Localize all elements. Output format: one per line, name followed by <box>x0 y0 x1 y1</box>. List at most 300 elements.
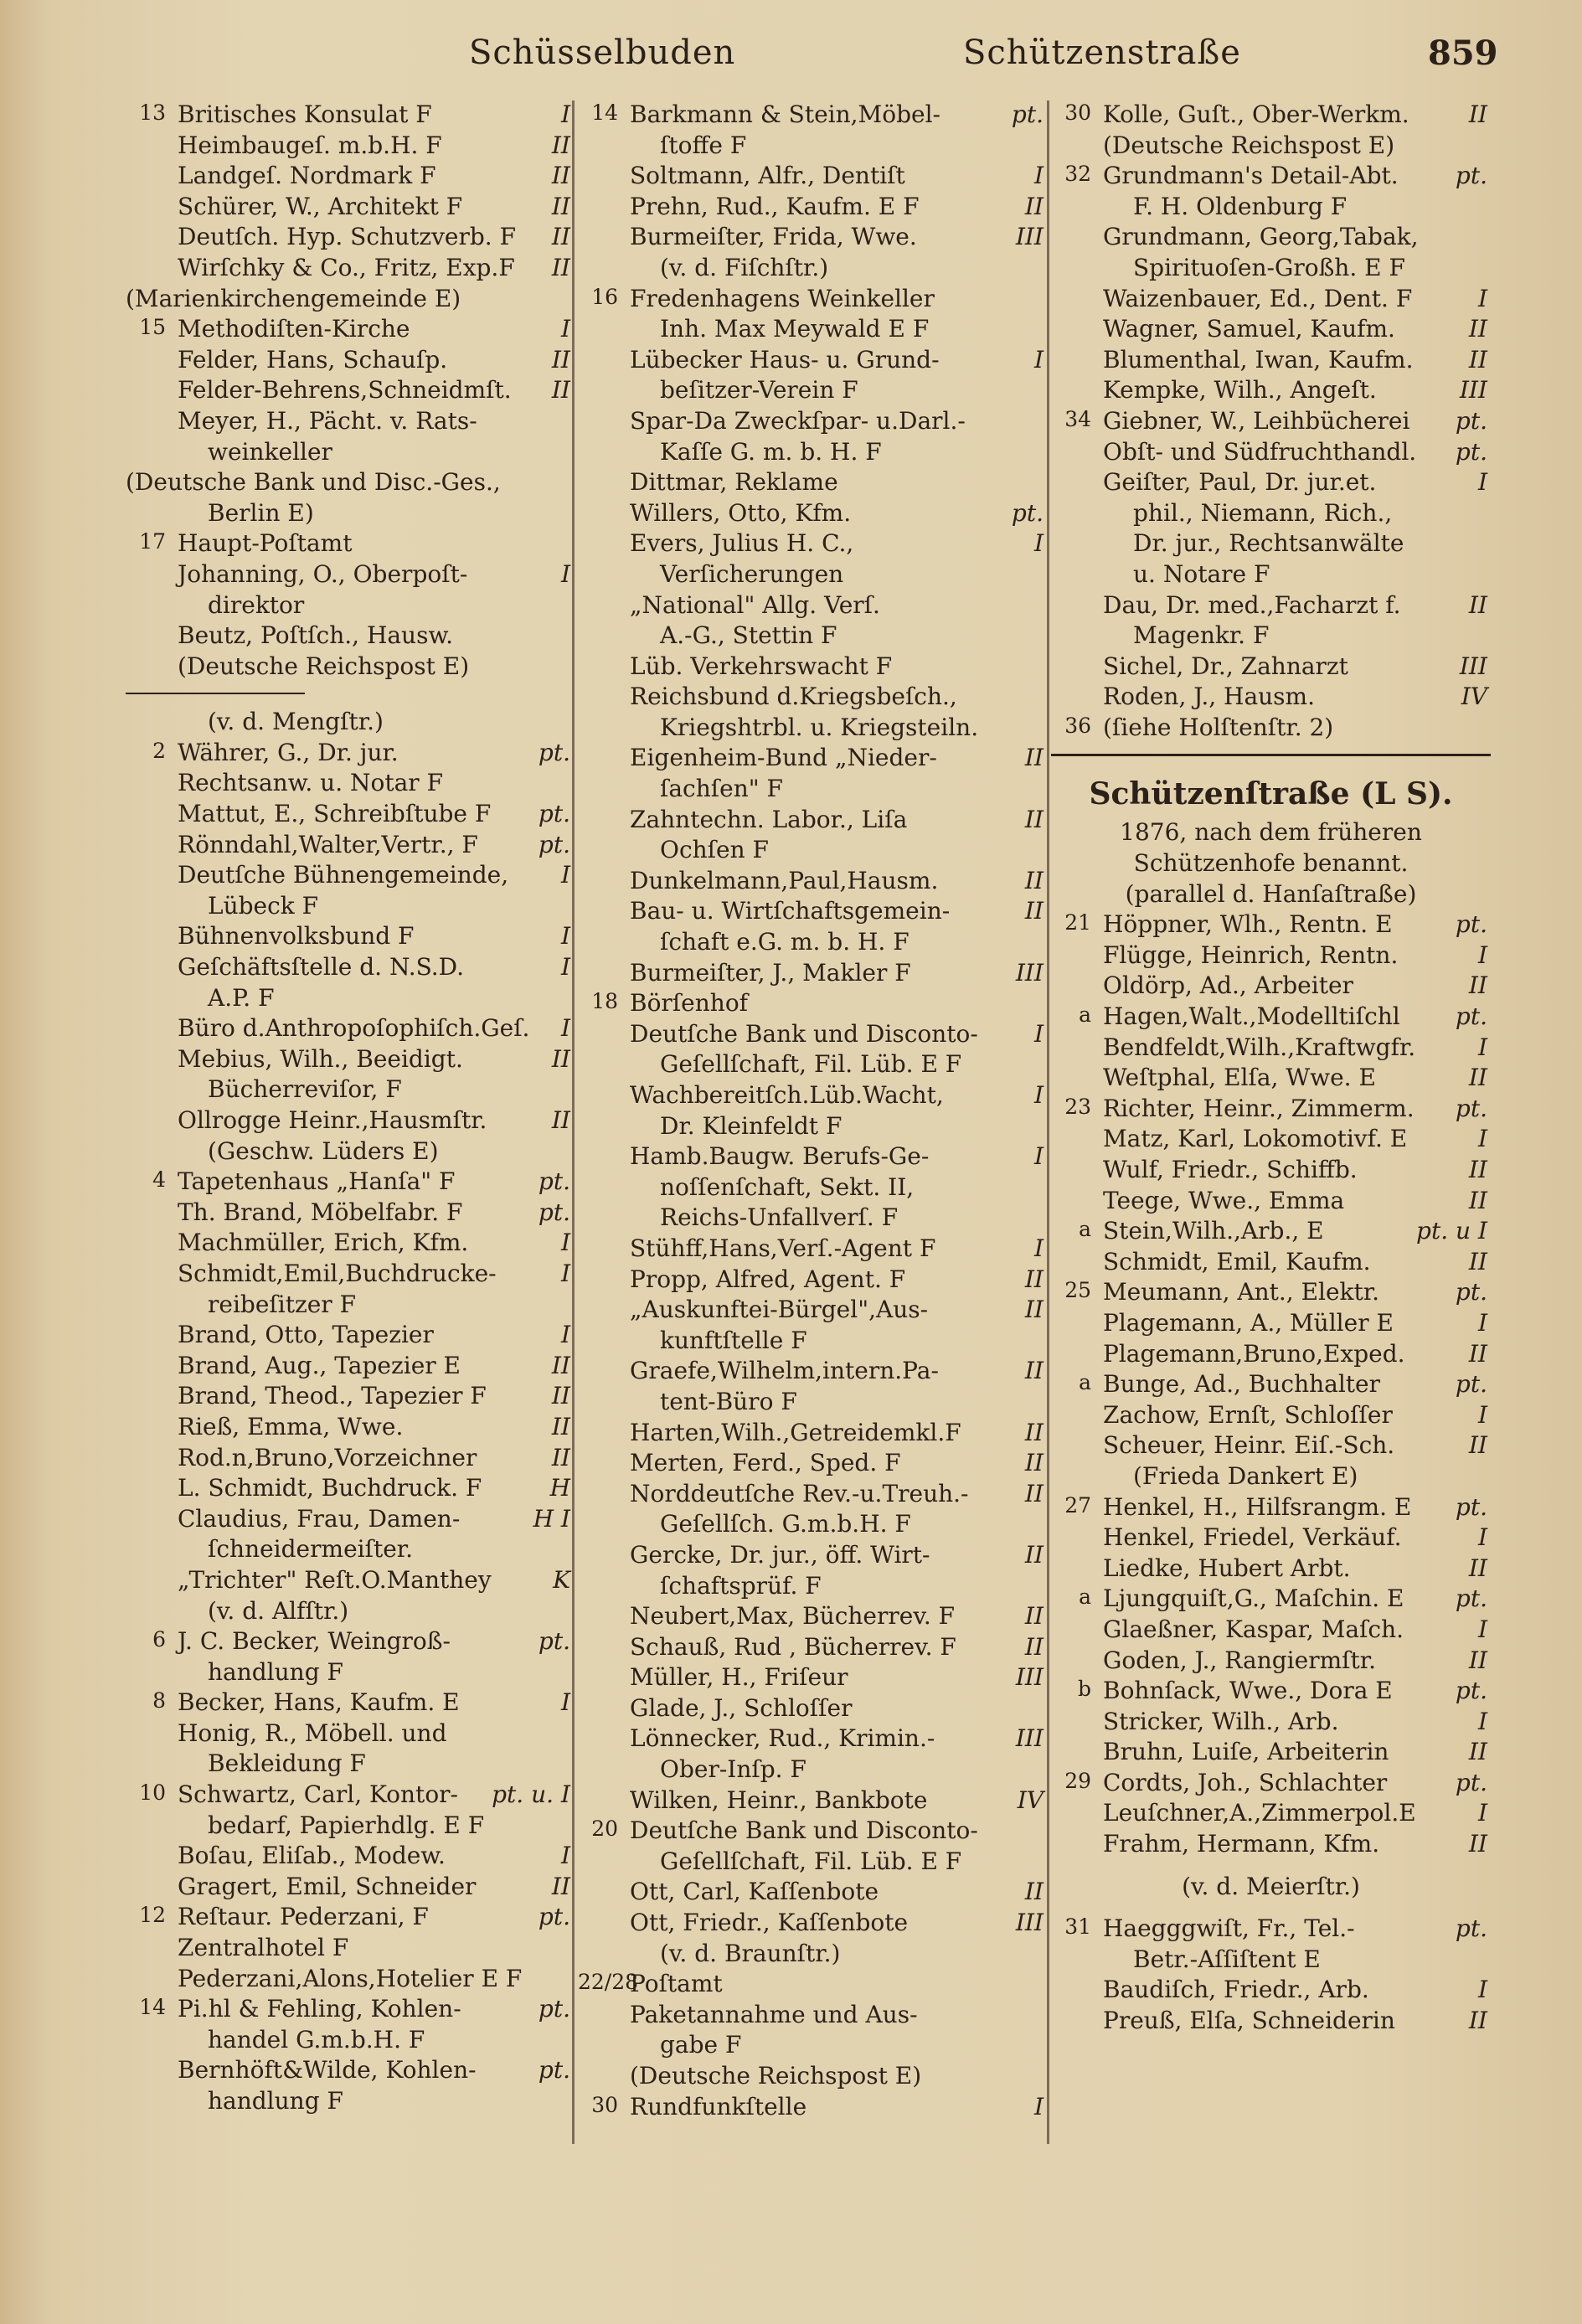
entry-text: Brand, Theod., Tapezier F <box>178 1382 487 1410</box>
section-intro-line: (parallel d. Hanſaſtraße) <box>1125 879 1417 908</box>
entry-text: Inh. Max Meywald E F <box>660 315 930 343</box>
directory-entry <box>1051 683 1491 714</box>
entry-text: phil., Niemann, Rich., <box>1133 498 1393 527</box>
entry-text: Stein,Wilh.,Arb., E <box>1103 1217 1324 1245</box>
floor-marker: pt. <box>1455 1492 1487 1521</box>
floor-marker: II <box>1024 1540 1044 1569</box>
entry-text: Reichs-Unfallverſ. F <box>660 1203 899 1232</box>
directory-entry <box>126 254 574 285</box>
directory-entry <box>126 376 574 407</box>
entry-text: „Trichter" Reſt.O.Manthey <box>178 1565 492 1594</box>
directory-entry <box>578 1020 1047 1051</box>
directory-entry <box>1051 1945 1491 1976</box>
directory-entry <box>1051 971 1491 1002</box>
entry-text: Ljungquiſt,G., Maſchin. E <box>1103 1585 1404 1613</box>
directory-entry <box>126 800 574 831</box>
entry-text: Methodiſten-Kirche <box>178 315 410 343</box>
entry-text: Lönnecker, Rud., Krimin.- <box>630 1724 935 1753</box>
directory-entry <box>578 254 1047 285</box>
entry-text: (Frieda Dankert E) <box>1133 1461 1358 1490</box>
entry-text: Wilken, Heinr., Bankbote <box>630 1786 928 1814</box>
entry-text: Bernhöft&Wilde, Kohlen- <box>178 2056 477 2084</box>
floor-marker: I <box>1033 529 1044 558</box>
entry-text: Geſellſch. G.m.b.H. F <box>660 1510 911 1538</box>
directory-entry <box>578 162 1047 193</box>
directory-entry <box>578 1816 1047 1847</box>
floor-marker: IV <box>1017 1786 1044 1814</box>
entry-text: noſſenſchaft, Sekt. II, <box>660 1172 915 1201</box>
entry-text: Deutſche Bühnengemeinde, <box>178 861 509 889</box>
floor-marker: I <box>1477 1523 1487 1552</box>
floor-marker: I <box>560 861 570 889</box>
floor-marker: pt. <box>1455 910 1487 939</box>
house-number: 10 <box>139 1780 166 1806</box>
entry-text: Oldörp, Ad., Arbeiter <box>1103 971 1353 1000</box>
floor-marker: II <box>551 253 570 281</box>
directory-entry <box>126 1780 574 1811</box>
entry-text: Henkel, Friedel, Verkäuf. <box>1103 1523 1402 1552</box>
column-2 <box>578 100 1047 2123</box>
entry-text: Eigenheim-Bund „Nieder- <box>630 744 937 772</box>
floor-marker: II <box>1468 1186 1487 1214</box>
directory-entry <box>1051 1708 1491 1739</box>
entry-text: Kolle, Guſt., Ober-Werkm. <box>1103 100 1409 128</box>
entry-text: Gercke, Dr. jur., öff. Wirt- <box>630 1540 930 1569</box>
house-number: 25 <box>1064 1278 1091 1303</box>
floor-marker: pt. <box>538 830 570 858</box>
floor-marker: I <box>1477 1033 1487 1061</box>
directory-entry <box>126 1965 574 1996</box>
entry-text: Geſchäftsſtelle d. N.S.D. <box>178 953 465 982</box>
directory-entry <box>126 1045 574 1076</box>
directory-entry <box>578 438 1047 469</box>
directory-entry <box>578 285 1047 316</box>
directory-entry <box>578 1449 1047 1480</box>
directory-entry <box>1051 376 1491 407</box>
directory-entry <box>1051 346 1491 377</box>
directory-entry <box>1051 1156 1491 1187</box>
directory-entry <box>126 1934 574 1965</box>
entry-text: weinkeller <box>208 437 332 466</box>
directory-entry <box>1051 193 1491 224</box>
directory-entry <box>1051 1554 1491 1585</box>
entry-text: Plagemann,Bruno,Exped. <box>1103 1339 1405 1368</box>
directory-entry <box>1051 621 1491 652</box>
entry-text: Wagner, Samuel, Kaufm. <box>1103 315 1395 343</box>
entry-text: Evers, Julius H. C., <box>630 529 854 558</box>
entry-text: ſchneidermeiſter. <box>208 1535 413 1564</box>
directory-entry <box>1051 1615 1491 1646</box>
entry-text: Graefe,Wilhelm,intern.Pa- <box>630 1357 939 1385</box>
directory-entry <box>1051 1830 1491 1861</box>
directory-entry <box>578 1724 1047 1755</box>
entry-text: handel G.m.b.H. F <box>208 2025 425 2053</box>
floor-marker: II <box>551 1382 570 1410</box>
floor-marker: pt. <box>1455 1585 1487 1613</box>
directory-entry <box>578 468 1047 499</box>
directory-entry <box>126 1137 574 1168</box>
directory-entry <box>578 529 1047 560</box>
floor-marker: IV <box>1461 683 1487 711</box>
directory-entry <box>578 1327 1047 1358</box>
floor-marker: K <box>553 1565 570 1594</box>
directory-entry <box>578 989 1047 1020</box>
directory-entry <box>126 769 574 800</box>
directory-entry <box>578 1755 1047 1786</box>
entry-text: Bunge, Ad., Buchhalter <box>1103 1370 1380 1399</box>
house-number: 8 <box>152 1688 166 1713</box>
entry-text: Weſtphal, Elſa, Wwe. E <box>1103 1064 1376 1092</box>
spacer <box>1051 1903 1491 1914</box>
entry-text: Hamb.Baugw. Berufs-Ge- <box>630 1142 930 1171</box>
floor-marker: III <box>1459 652 1487 680</box>
column-1 <box>126 100 574 2118</box>
page-header <box>0 25 1582 84</box>
entry-text: J. C. Becker, Weingroß- <box>178 1627 451 1656</box>
directory-entry <box>1051 714 1491 745</box>
floor-marker: II <box>1468 971 1487 1000</box>
floor-marker: pt. <box>1011 100 1044 128</box>
floor-marker: pt. <box>1455 1002 1487 1031</box>
entry-text: bedarf, Papierhdlg. E F <box>208 1811 485 1839</box>
floor-marker: II <box>1468 1554 1487 1582</box>
directory-entry <box>578 928 1047 959</box>
entry-text: Landgeſ. Nordmark F <box>178 162 436 190</box>
floor-marker: II <box>1468 2007 1487 2035</box>
entry-text: Willers, Otto, Kfm. <box>630 498 852 527</box>
directory-entry <box>578 591 1047 622</box>
directory-entry <box>1051 223 1491 254</box>
entry-text: Henkel, H., Hilfsrangm. E <box>1103 1492 1412 1521</box>
entry-text: Verſicherungen <box>660 559 844 588</box>
directory-entry <box>126 1658 574 1689</box>
entry-text: (Geschw. Lüders E) <box>208 1136 439 1165</box>
directory-entry <box>578 1203 1047 1234</box>
directory-entry <box>578 1419 1047 1450</box>
directory-entry <box>578 1847 1047 1878</box>
directory-entry <box>578 1878 1047 1909</box>
house-number: 36 <box>1064 713 1091 738</box>
directory-entry <box>1051 910 1491 941</box>
floor-marker: II <box>1468 1339 1487 1368</box>
entry-text: Rieß, Emma, Wwe. <box>178 1412 404 1440</box>
directory-entry <box>126 1811 574 1842</box>
entry-text: Cordts, Joh., Schlachter <box>1103 1768 1388 1796</box>
entry-text: Bau- u. Wirtſchaftsgemein- <box>630 897 951 925</box>
directory-entry <box>1051 315 1491 346</box>
directory-entry <box>1051 1677 1491 1708</box>
entry-text: Leuſchner,A.,Zimmerpol.E <box>1103 1799 1416 1827</box>
floor-marker: II <box>1024 1449 1044 1477</box>
entry-text: Pi.hl & Fehling, Kohlen- <box>178 1995 461 2023</box>
column-rule <box>1047 100 1049 2144</box>
directory-entry <box>126 560 574 591</box>
directory-entry <box>578 959 1047 990</box>
floor-marker: pt. <box>538 2056 570 2084</box>
directory-entry <box>1051 2007 1491 2038</box>
directory-entry <box>1051 1976 1491 2007</box>
directory-entry <box>1051 438 1491 469</box>
floor-marker: II <box>1024 805 1044 833</box>
directory-entry <box>1051 1799 1491 1830</box>
directory-entry <box>126 1873 574 1904</box>
header-street-right: Schützenstraße <box>963 33 1241 72</box>
entry-text: direktor <box>208 590 305 619</box>
house-number: 34 <box>1064 406 1091 431</box>
directory-entry <box>1051 100 1491 131</box>
entry-text: A.P. F <box>208 983 275 1012</box>
entry-text: Beutz, Poſtſch., Hausw. <box>178 621 453 650</box>
floor-marker: I <box>560 922 570 951</box>
floor-marker: pt. <box>538 1627 570 1656</box>
floor-marker: II <box>551 1872 570 1900</box>
entry-text: Wulf, Friedr., Schiffb. <box>1103 1156 1358 1183</box>
entry-text: Zachow, Ernſt, Schloſſer <box>1103 1400 1393 1429</box>
floor-marker: II <box>1024 1878 1044 1906</box>
entry-text: Geiſter, Paul, Dr. jur.et. <box>1103 468 1377 497</box>
floor-marker: I <box>1033 1142 1044 1171</box>
floor-marker: pt. <box>538 800 570 828</box>
entry-text: Dau, Dr. med.,Facharzt f. <box>1103 590 1401 619</box>
entry-text: reibeſitzer F <box>208 1290 357 1318</box>
house-number: a <box>1079 1217 1091 1242</box>
directory-entry <box>578 1296 1047 1327</box>
directory-entry <box>578 806 1047 837</box>
house-number: 14 <box>139 1995 166 2020</box>
floor-marker: II <box>1024 1296 1044 1324</box>
directory-entry <box>578 2001 1047 2032</box>
spacer <box>1051 1861 1491 1873</box>
entry-text: Bühnenvolksbund F <box>178 922 415 951</box>
entry-text: Schmidt,Emil,Buchdrucke- <box>178 1259 497 1287</box>
floor-marker: I <box>1477 468 1487 497</box>
directory-entry <box>1051 652 1491 683</box>
floor-marker: I <box>560 559 570 588</box>
directory-entry <box>578 131 1047 162</box>
entry-text: Gragert, Emil, Schneider <box>178 1872 477 1900</box>
floor-marker: pt. u. I <box>492 1780 570 1809</box>
entry-text: Brand, Aug., Tapezier E <box>178 1351 461 1379</box>
floor-marker: III <box>1015 958 1044 987</box>
directory-entry <box>578 1265 1047 1296</box>
entry-text: kunftſtelle F <box>660 1326 807 1354</box>
entry-text: (v. d. Alfſtr.) <box>208 1596 349 1625</box>
directory-entry <box>126 1321 574 1352</box>
entry-text: Stühff,Hans,Verſ.-Agent F <box>630 1234 936 1262</box>
entry-text: Bekleidung F <box>208 1749 366 1778</box>
entry-text: Becker, Hans, Kaufm. E <box>178 1688 460 1717</box>
entry-text: Haegggwiſt, Fr., Tel.- <box>1103 1914 1355 1943</box>
entry-text: (v. d. Mengſtr.) <box>208 708 384 736</box>
directory-entry <box>126 1505 574 1536</box>
entry-text: Betr.-Aſſiſtent E <box>1133 1945 1321 1973</box>
directory-entry <box>126 468 574 499</box>
floor-marker: pt. u I <box>1416 1217 1487 1245</box>
entry-text: Scheuer, Heinr. Eiſ.-Sch. <box>1103 1431 1395 1460</box>
floor-marker: pt. <box>1455 162 1487 190</box>
directory-entry <box>126 922 574 953</box>
directory-entry <box>126 1719 574 1750</box>
floor-marker: II <box>1024 1632 1044 1661</box>
directory-entry <box>1051 285 1491 316</box>
entry-text: Burmeiſter, Frida, Wwe. <box>630 223 917 251</box>
house-number: 21 <box>1064 910 1091 935</box>
entry-text: Mattut, E., Schreibſtube F <box>178 800 492 828</box>
entry-text: Reichsbund d.Kriegsbeſch., <box>630 683 957 711</box>
floor-marker: I <box>1033 1081 1044 1109</box>
directory-entry <box>578 867 1047 898</box>
entry-text: Waizenbauer, Ed., Dent. F <box>1103 284 1413 312</box>
floor-marker: pt. <box>1455 1094 1487 1122</box>
floor-marker: II <box>1468 1431 1487 1460</box>
directory-entry <box>126 193 574 224</box>
directory-entry <box>578 1663 1047 1694</box>
entry-text: Heimbaugeſ. m.b.H. F <box>178 131 442 159</box>
directory-entry <box>1051 1217 1491 1248</box>
directory-entry <box>1051 499 1491 530</box>
entry-text: Lüb. Verkehrswacht F <box>630 652 893 680</box>
directory-entry <box>578 1112 1047 1143</box>
directory-entry <box>126 1444 574 1475</box>
section-intro-line: 1876, nach dem früheren <box>1120 818 1422 847</box>
entry-divider <box>126 693 305 694</box>
floor-marker: I <box>1477 1799 1487 1827</box>
column-3-entries <box>1051 100 1491 744</box>
entry-text: u. Notare F <box>1133 559 1270 588</box>
entry-text: Ober-Inſp. F <box>660 1755 806 1784</box>
directory-entry <box>1051 529 1491 560</box>
directory-entry <box>126 162 574 193</box>
directory-entry <box>126 499 574 530</box>
entry-text: Rundfunkſtelle <box>630 2092 807 2120</box>
entry-text: Poſtamt <box>630 1970 723 1998</box>
house-number: 20 <box>591 1816 618 1842</box>
entry-text: (Marienkirchengemeinde E) <box>126 284 461 312</box>
directory-entry <box>578 1050 1047 1081</box>
directory-entry <box>126 2026 574 2057</box>
directory-entry <box>126 1382 574 1413</box>
directory-entry <box>126 1167 574 1198</box>
directory-entry <box>126 1260 574 1291</box>
floor-marker: III <box>1015 1909 1044 1937</box>
entry-text: Stricker, Wilh., Arb. <box>1103 1707 1339 1735</box>
floor-marker: II <box>1024 897 1044 925</box>
floor-marker: pt. <box>1455 1768 1487 1796</box>
house-number: 13 <box>139 100 166 125</box>
floor-marker: II <box>1024 1602 1044 1631</box>
directory-entry <box>1051 560 1491 591</box>
entry-text: Schürer, W., Architekt F <box>178 192 463 220</box>
directory-entry <box>126 1842 574 1873</box>
floor-marker: II <box>1024 1418 1044 1446</box>
entry-text: Glade, J., Schloſſer <box>630 1693 853 1722</box>
entry-text: Ott, Carl, Kaſſenbote <box>630 1878 879 1906</box>
section-divider <box>1051 754 1491 756</box>
entry-text: Schwartz, Carl, Kontor- <box>178 1780 459 1809</box>
house-number: 12 <box>139 1903 166 1928</box>
directory-entry <box>126 1566 574 1597</box>
directory-entry <box>578 1388 1047 1419</box>
floor-marker: pt. <box>1455 1370 1487 1399</box>
floor-marker: II <box>551 131 570 159</box>
directory-entry <box>126 892 574 923</box>
house-number: 2 <box>152 738 166 763</box>
directory-entry <box>578 499 1047 530</box>
entry-text: Britisches Konsulat F <box>178 100 432 128</box>
entry-text: Büro d.Anthropoſophiſch.Geſ. <box>178 1014 530 1043</box>
directory-entry <box>126 1474 574 1505</box>
entry-text: (v. d. Braunſtr.) <box>660 1939 841 1967</box>
directory-entry <box>1051 1738 1491 1769</box>
entry-text: Höppner, Wlh., Rentn. E <box>1103 910 1393 939</box>
floor-marker: II <box>1468 1156 1487 1183</box>
directory-entry <box>578 714 1047 745</box>
entry-text: Bohnſack, Wwe., Dora E <box>1103 1677 1393 1705</box>
directory-entry <box>126 621 574 652</box>
directory-entry <box>1051 591 1491 622</box>
floor-marker: I <box>560 1321 570 1349</box>
entry-text: Ollrogge Heinr.,Hausmſtr. <box>178 1106 487 1134</box>
floor-marker: I <box>1477 284 1487 312</box>
section-intro-line: Schützenhofe benannt. <box>1133 849 1409 878</box>
directory-entry <box>578 2062 1047 2093</box>
house-number: 6 <box>152 1627 166 1652</box>
entry-text: Barkmann & Stein,Möbel- <box>630 100 940 128</box>
entry-text: Harten,Wilh.,Getreidemkl.F <box>630 1418 961 1446</box>
directory-entry <box>126 1014 574 1045</box>
entry-text: „National" Allg. Verſ. <box>630 590 880 619</box>
entry-text: Liedke, Hubert Arbt. <box>1103 1554 1351 1582</box>
directory-entry <box>1051 1401 1491 1432</box>
directory-entry <box>1051 1914 1491 1945</box>
floor-marker: II <box>1468 1064 1487 1092</box>
entry-text: Propp, Alfred, Agent. F <box>630 1265 906 1293</box>
entry-text: Felder, Hans, Schauſp. <box>178 345 448 374</box>
directory-entry <box>578 407 1047 438</box>
entry-text: ſtoffe F <box>660 131 747 159</box>
entry-text: Blumenthal, Iwan, Kaufm. <box>1103 345 1414 374</box>
floor-marker: I <box>1033 345 1044 374</box>
house-number: 32 <box>1064 162 1091 187</box>
entry-text: Merten, Ferd., Sped. F <box>630 1449 901 1477</box>
house-number: 23 <box>1064 1094 1091 1119</box>
directory-entry <box>126 438 574 469</box>
floor-marker: II <box>1468 1830 1487 1858</box>
entry-text: Soltmann, Alfr., Dentiſt <box>630 162 905 190</box>
directory-entry <box>126 739 574 770</box>
directory-entry <box>126 100 574 131</box>
floor-marker: I <box>560 1259 570 1287</box>
directory-entry <box>126 591 574 622</box>
directory-entry <box>578 1173 1047 1204</box>
directory-entry <box>578 1142 1047 1173</box>
directory-entry <box>578 2031 1047 2062</box>
house-number: a <box>1079 1585 1091 1610</box>
floor-marker: pt. <box>538 1198 570 1226</box>
directory-entry <box>578 836 1047 867</box>
directory-entry <box>1051 1585 1491 1615</box>
directory-entry <box>126 529 574 560</box>
entry-text: Mebius, Wilh., Beeidigt. <box>178 1044 463 1073</box>
floor-marker: I <box>1477 1125 1487 1153</box>
entry-text: A.-G., Stettin F <box>660 621 837 650</box>
house-number: 30 <box>591 2092 618 2117</box>
floor-marker: II <box>1468 315 1487 343</box>
directory-entry <box>126 223 574 254</box>
entry-text: Obſt- und Südfruchthandl. <box>1103 437 1417 466</box>
directory-entry <box>578 100 1047 131</box>
entry-text: Deutſche Bank und Disconto- <box>630 1019 978 1048</box>
